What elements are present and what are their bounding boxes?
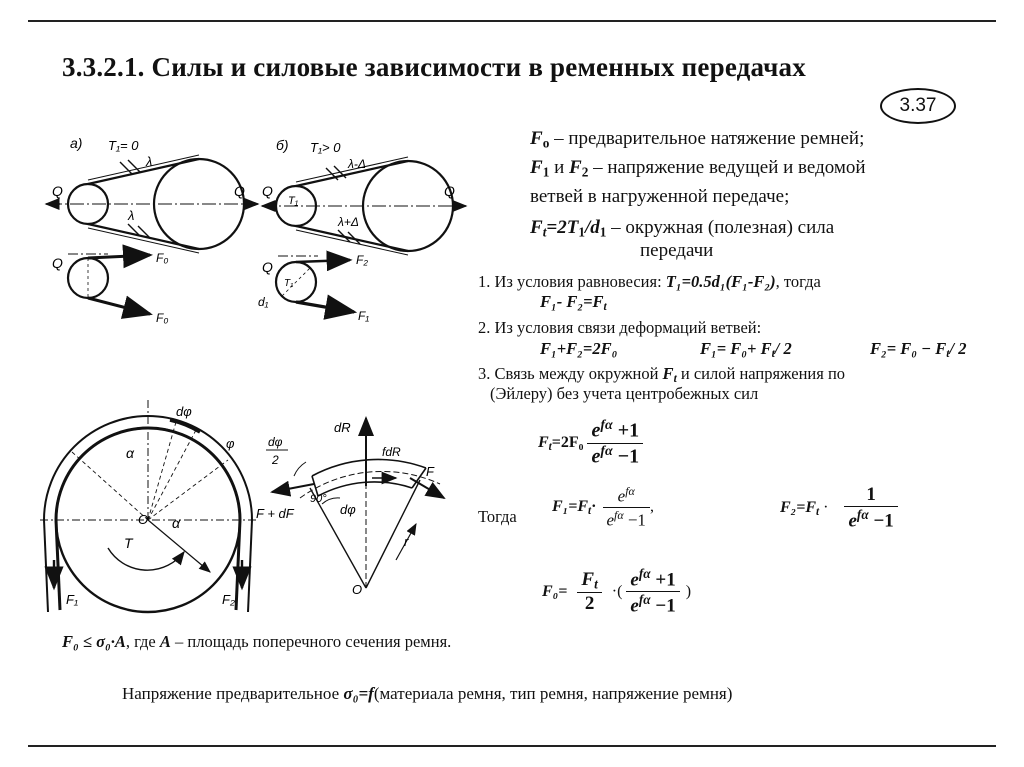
diagram-a-q-left: Q bbox=[52, 183, 63, 199]
diagram-b-f2: F₂ bbox=[356, 253, 368, 267]
diagram-b-lambda-plus: λ+Δ bbox=[338, 215, 359, 229]
definition-ft: $F_t=2T_1/d_1$ – окружная (полезная) сила bbox=[530, 217, 835, 240]
diagram-c-f2: F₂ bbox=[222, 592, 235, 607]
diagram-b-t1: T₁> 0 bbox=[310, 140, 341, 155]
diagram-pulley-wrap bbox=[40, 400, 256, 612]
diagram-b-t1-small: T₁ bbox=[288, 195, 299, 207]
footer-note: Напряжение предварительное σ₀=f(материала ремня, тип ремня, напряжение ремня) bbox=[122, 684, 733, 703]
diagram-d-o: O bbox=[352, 582, 363, 597]
definition-f0: $F_o$ – предварительное натяжение ремней; bbox=[530, 128, 865, 151]
item-1: 1. Из условия равновесия: T₁=0.5d₁(F₁-F₂), тогда bbox=[478, 272, 821, 291]
diagram-a-q-small: Q bbox=[52, 255, 63, 271]
item-2: 2. Из условия связи деформаций ветвей: bbox=[478, 318, 762, 337]
diagram-d-r: r bbox=[404, 534, 409, 549]
diagram-b-q-small: Q bbox=[262, 259, 273, 275]
item-3-line2: (Эйлеру) без учета центробежных сил bbox=[490, 384, 759, 403]
diagram-d-angle-90: 90° bbox=[310, 493, 327, 505]
diagram-d-fdf: F + dF bbox=[256, 506, 294, 521]
diagram-belt-element bbox=[272, 418, 444, 588]
item-2-formula-f2: $F_2= F_0 - F_t/$ 2 bbox=[870, 339, 967, 360]
diagram-c-t: T bbox=[124, 535, 133, 551]
diagram-a-f0-bottom: F₀ bbox=[156, 311, 169, 325]
formula-f0: F₀= $\frac{F_t}{2}$ ·( $\frac{e^{f\alpha} +1}{e^{f\alpha} -1}$ ) bbox=[542, 566, 692, 617]
slide-number-badge: 3.37 bbox=[880, 88, 956, 124]
diagram-d-dr: dR bbox=[334, 420, 351, 435]
diagram-b-f1: F₁ bbox=[358, 309, 370, 323]
diagram-b-t1-arrow: T₁ bbox=[284, 278, 294, 289]
diagram-c-f1: F₁ bbox=[66, 592, 79, 607]
diagram-d-dphi-half-den: 2 bbox=[272, 453, 279, 467]
item-2-formula-f1: $F_1= F_0+ F_t/$ 2 bbox=[700, 339, 792, 360]
diagram-b-d1: d₁ bbox=[258, 295, 269, 309]
top-rule bbox=[28, 20, 996, 22]
diagram-a-t1: T₁= 0 bbox=[108, 138, 139, 153]
formula-f2-euler: $F_2=F_t$ · $\frac{1}{e^{f\alpha} -1}$ bbox=[780, 484, 898, 532]
definition-f1-f2: $F_1$ и $F_2$ – напряжение ведущей и ведомой bbox=[530, 157, 866, 180]
diagram-belt-b bbox=[262, 157, 466, 312]
diagram-b-q-left: Q bbox=[262, 183, 273, 199]
diagram-a-q-right: Q bbox=[234, 183, 245, 199]
diagram-b-lambda-minus: λ-Δ bbox=[348, 157, 366, 171]
diagram-c-dphi: dφ bbox=[176, 404, 192, 419]
bottom-rule bbox=[28, 745, 996, 747]
definition-f1-f2-line2: ветвей в нагруженной передаче; bbox=[530, 186, 790, 207]
diagram-d-dphi-half-num: dφ bbox=[268, 435, 283, 449]
diagram-a-f0-top: F₀ bbox=[156, 251, 169, 265]
diagram-c-alpha1: α bbox=[126, 445, 134, 461]
euler-formula: $F_t=2F_0$ $\frac{e^{f\alpha} +1}{e^{f\alpha} -1}$ bbox=[538, 418, 643, 468]
diagram-belt-a bbox=[46, 155, 258, 314]
diagram-b-q-right: Q bbox=[444, 183, 455, 199]
item-3: 3. Связь между окружной $F_t$ и силой напряжения по bbox=[478, 364, 846, 385]
diagram-c-alpha2: α bbox=[172, 515, 180, 531]
diagram-c-o: O bbox=[138, 512, 149, 527]
item-2-formula-sum: F₁+F₂=2F₀ bbox=[540, 339, 618, 358]
diagram-b-label: б) bbox=[276, 137, 289, 153]
diagram-d-fdr: fdR bbox=[382, 445, 401, 459]
item-1-result: F₁- $F_2=F_t$ bbox=[540, 292, 607, 313]
formula-f1-euler: $F_1=F_t\cdot$ $\frac{e^{f\alpha}}{e^{f\alpha} -1}$ , bbox=[552, 484, 654, 530]
condition-line: F₀ ≤ σ₀·A, где A – площадь поперечного сечения ремня. bbox=[62, 632, 452, 651]
diagram-c-phi: φ bbox=[226, 436, 235, 451]
diagram-a-label: а) bbox=[70, 135, 83, 151]
diagram-d-dphi: dφ bbox=[340, 502, 356, 517]
then-label: Тогда bbox=[478, 507, 517, 526]
diagram-a-lambda-bottom: λ bbox=[128, 208, 135, 223]
page-title: 3.3.2.1. Силы и силовые зависимости в ременных передачах bbox=[62, 52, 806, 82]
definition-ft-line2: передачи bbox=[640, 240, 714, 261]
diagram-d-f: F bbox=[426, 464, 434, 479]
diagram-a-lambda-top: λ bbox=[146, 154, 153, 169]
